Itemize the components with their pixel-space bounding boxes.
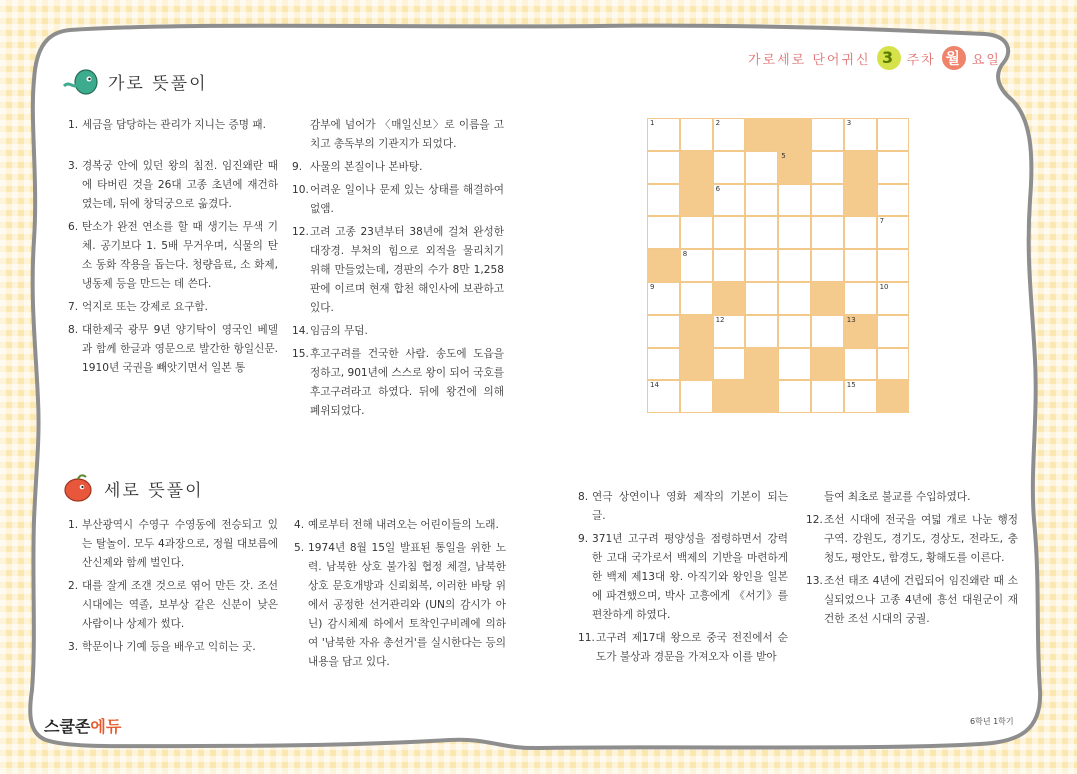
grid-cell[interactable] — [811, 315, 844, 348]
worksheet-title — [748, 46, 1001, 70]
grid-block — [680, 184, 713, 217]
grid-cell[interactable] — [778, 216, 811, 249]
grid-cell[interactable] — [877, 216, 910, 249]
grid-block — [647, 249, 680, 282]
logo-accent: 에듀 — [90, 717, 122, 736]
grid-cell[interactable] — [713, 151, 746, 184]
day-badge: 월 — [942, 46, 966, 70]
grid-cell[interactable] — [778, 184, 811, 217]
clue-across-10: 10. 어려운 일이나 문제 있는 상태를 해결하여 없앰. — [292, 184, 504, 215]
grid-cell[interactable] — [811, 380, 844, 413]
grid-block — [811, 282, 844, 315]
grid-cell[interactable] — [877, 118, 910, 151]
grid-cell[interactable] — [877, 249, 910, 282]
clue-down-8: 8. 연극 상연이나 영화 제작의 기본이 되는 글. — [578, 491, 788, 522]
grid-cell[interactable] — [647, 151, 680, 184]
down-col-2 — [294, 516, 506, 676]
grid-cell[interactable] — [745, 282, 778, 315]
grid-cell[interactable] — [680, 216, 713, 249]
down-col-3 — [578, 488, 788, 671]
publisher-logo — [44, 714, 121, 737]
grid-block — [844, 315, 877, 348]
cell-number: 15 — [846, 381, 856, 390]
grid-cell[interactable] — [844, 282, 877, 315]
cell-number: 3 — [846, 119, 852, 127]
grid-cell[interactable] — [713, 216, 746, 249]
grid-cell[interactable] — [778, 380, 811, 413]
grid-cell[interactable] — [778, 315, 811, 348]
grid-block — [844, 184, 877, 217]
grid-cell[interactable] — [811, 216, 844, 249]
cell-number: 10 — [879, 283, 889, 291]
grid-cell[interactable] — [745, 151, 778, 184]
grid-cell[interactable] — [844, 348, 877, 381]
clue-down-5: 5. 1974년 8월 15일 발표된 통일을 위한 노력. 남북한 상호 불가침 협정 체결, 남북한 상호 문호개방과 신뢰회복, 이러한 바탕 위에서 공정한 선거관리와 (UN의 감시가 아닌) 감시체제 하에서 토착인구비례에 의하여 '남북한 자유 총선거'를 실시한다는 등의 내용을 담고 있다. — [294, 542, 506, 668]
across-heading — [62, 66, 208, 96]
clue-across-12: 12. 고려 고종 23년부터 38년에 걸쳐 완성한 대장경. 부처의 힘으로 외적을 물리치기 위해 만들었는데, 경판의 수가 8만 1,258판에 이르며 현재 합천 해인사에 보관하고 있다. — [292, 226, 504, 314]
grid-cell[interactable] — [844, 249, 877, 282]
grid-cell[interactable] — [877, 282, 910, 315]
down-heading — [62, 472, 204, 504]
grid-cell[interactable] — [778, 282, 811, 315]
across-col-2 — [292, 116, 504, 425]
grid-block — [811, 348, 844, 381]
grid-cell[interactable] — [877, 151, 910, 184]
down-col-1 — [68, 516, 278, 661]
clue-down-4: 4. 예로부터 전해 내려오는 어린이들의 노래. — [294, 519, 499, 531]
grid-cell[interactable] — [680, 249, 713, 282]
grid-cell[interactable] — [745, 249, 778, 282]
cell-number: 2 — [715, 119, 721, 127]
grade-label: 6학년 1학기 — [970, 717, 1014, 726]
grid-cell[interactable] — [745, 315, 778, 348]
cell-number: 6 — [715, 184, 721, 193]
grid-cell[interactable] — [778, 348, 811, 381]
grid-block — [778, 118, 811, 151]
grid-cell[interactable] — [680, 118, 713, 151]
grid-cell[interactable] — [713, 315, 746, 348]
down-title: 세로 뜻풀이 — [104, 480, 204, 501]
grid-block — [745, 348, 778, 381]
grid-block — [877, 380, 910, 413]
clue-across-8: 8. 대한제국 광무 9년 양기탁이 영국인 베델과 함께 한글과 영문으로 발간한 항일신문. 1910년 국권을 빼앗기면서 일본 통 — [68, 324, 278, 374]
grid-cell[interactable] — [680, 282, 713, 315]
grid-cell[interactable] — [713, 118, 746, 151]
grid-cell[interactable] — [811, 118, 844, 151]
clue-down-12: 12. 조선 시대에 전국을 여덟 개로 나눈 행정구역. 강원도, 경기도, 경상도, 전라도, 충청도, 평안도, 함경도, 황해도를 이른다. — [806, 514, 1018, 564]
cell-number: 5 — [781, 151, 786, 160]
grid-cell[interactable] — [713, 348, 746, 381]
clue-down-1: 1. 부산광역시 수영구 수영동에 전승되고 있는 탈놀이. 모두 4과장으로, 정월 대보름에 산신제와 함께 벌인다. — [68, 519, 278, 569]
grid-cell[interactable] — [877, 184, 910, 217]
clue-across-7: 7. 억지로 또는 강제로 요구함. — [68, 301, 209, 313]
grid-cell[interactable] — [877, 348, 910, 381]
logo-main: 스쿨존 — [44, 717, 91, 736]
clue-down-2: 2. 대를 잘게 조갠 것으로 엮어 만든 갓. 조선 시대에는 역졸, 보부상 같은 신분이 낮은 사람이나 상제가 썼다. — [68, 580, 278, 630]
grid-cell[interactable] — [811, 249, 844, 282]
cell-number: 8 — [682, 250, 688, 259]
red-creature-icon — [62, 472, 96, 504]
grid-cell[interactable] — [844, 118, 877, 151]
across-col-1 — [68, 116, 278, 382]
grid-block — [713, 282, 746, 315]
grid-cell[interactable] — [647, 315, 680, 348]
cell-number: 7 — [879, 217, 885, 226]
cell-number: 14 — [650, 381, 659, 390]
title-text: 가로세로 단어귀신 — [748, 52, 871, 68]
grid-block — [680, 348, 713, 381]
grid-block — [713, 380, 746, 413]
grid-block — [680, 315, 713, 348]
cell-number: 1 — [650, 119, 655, 127]
clue-across-9: 9. 사물의 본질이나 본바탕. — [292, 161, 423, 173]
grid-cell[interactable] — [778, 249, 811, 282]
clue-down-13: 13. 조선 태조 4년에 건립되어 임진왜란 때 소실되었으나 고종 4년에 흥선 대원군이 재건한 조선 시대의 궁궐. — [806, 575, 1018, 625]
clue-down-11: 11. 고구려 제17대 왕으로 중국 전진에서 순도가 불상과 경문을 가져오자 이를 받아 — [578, 632, 788, 663]
week-label: 주차 — [906, 52, 936, 68]
clue-down-11-continued: 들여 최초로 불교를 수입하였다. — [824, 491, 971, 503]
clue-across-15: 15. 후고구려를 건국한 사람. 송도에 도읍을 정하고, 901년에 스스로 왕이 되어 국호를 후고구려라고 하였다. 뒤에 왕건에 의해 폐위되었다. — [292, 348, 504, 417]
grid-cell[interactable] — [745, 216, 778, 249]
cell-number: 12 — [715, 315, 725, 324]
grid-block — [680, 151, 713, 184]
clue-down-9: 9. 371년 고구려 평양성을 점령하면서 강력한 고대 국가로서 백제의 기반을 마련하게 한 백제 제13대 왕. 아직기와 왕인을 일본에 파견했으며, 박사 고흥에게 《서기》를 편찬하게 하였다. — [578, 533, 788, 621]
week-number-badge: 3 — [877, 46, 901, 70]
clue-across-1: 1. 세금을 담당하는 관리가 지니는 증명 패. — [68, 119, 266, 131]
down-col-4 — [806, 488, 1018, 633]
grid-block — [745, 380, 778, 413]
grid-cell[interactable] — [811, 184, 844, 217]
grid-cell[interactable] — [647, 184, 680, 217]
grid-cell[interactable] — [713, 249, 746, 282]
grid-cell[interactable] — [647, 348, 680, 381]
grid-cell[interactable] — [647, 216, 680, 249]
day-suffix: 요일 — [971, 52, 1001, 68]
clue-across-14: 14. 임금의 무덤. — [292, 325, 368, 337]
across-title: 가로 뜻풀이 — [108, 73, 208, 94]
grid-cell[interactable] — [713, 184, 746, 217]
green-creature-icon — [62, 66, 100, 96]
grid-cell[interactable] — [844, 216, 877, 249]
crossword-grid — [647, 118, 942, 416]
grid-cell[interactable] — [877, 315, 910, 348]
grid-cell[interactable] — [811, 151, 844, 184]
grid-cell[interactable] — [647, 380, 680, 413]
cell-number: 13 — [846, 315, 856, 324]
grid-cell[interactable] — [680, 380, 713, 413]
grid-block — [745, 118, 778, 151]
clue-across-3: 3. 경복궁 안에 있던 왕의 침전. 임진왜란 때에 타버린 것을 26대 고종 초년에 재건하였는데, 뒤에 창덕궁으로 옮겼다. — [68, 160, 278, 210]
grid-cell[interactable] — [647, 118, 680, 151]
cell-number: 9 — [650, 283, 655, 291]
grid-block — [844, 151, 877, 184]
clue-across-6: 6. 탄소가 완전 연소를 할 때 생기는 무색 기체. 공기보다 1. 5배 무거우며, 식물의 탄소 동화 작용을 돕는다. 청량음료, 소 화제, 냉동제 등을 만드는 데 쓴다. — [68, 221, 278, 290]
clue-across-8-continued: 감부에 넘어가 〈매일신보〉로 이름을 고치고 총독부의 기관지가 되었다. — [310, 119, 504, 150]
grid-block — [778, 151, 811, 184]
grid-cell[interactable] — [844, 380, 877, 413]
grid-cell[interactable] — [647, 282, 680, 315]
grid-cell[interactable] — [745, 184, 778, 217]
clue-down-3: 3. 학문이나 기예 등을 배우고 익히는 곳. — [68, 641, 256, 653]
